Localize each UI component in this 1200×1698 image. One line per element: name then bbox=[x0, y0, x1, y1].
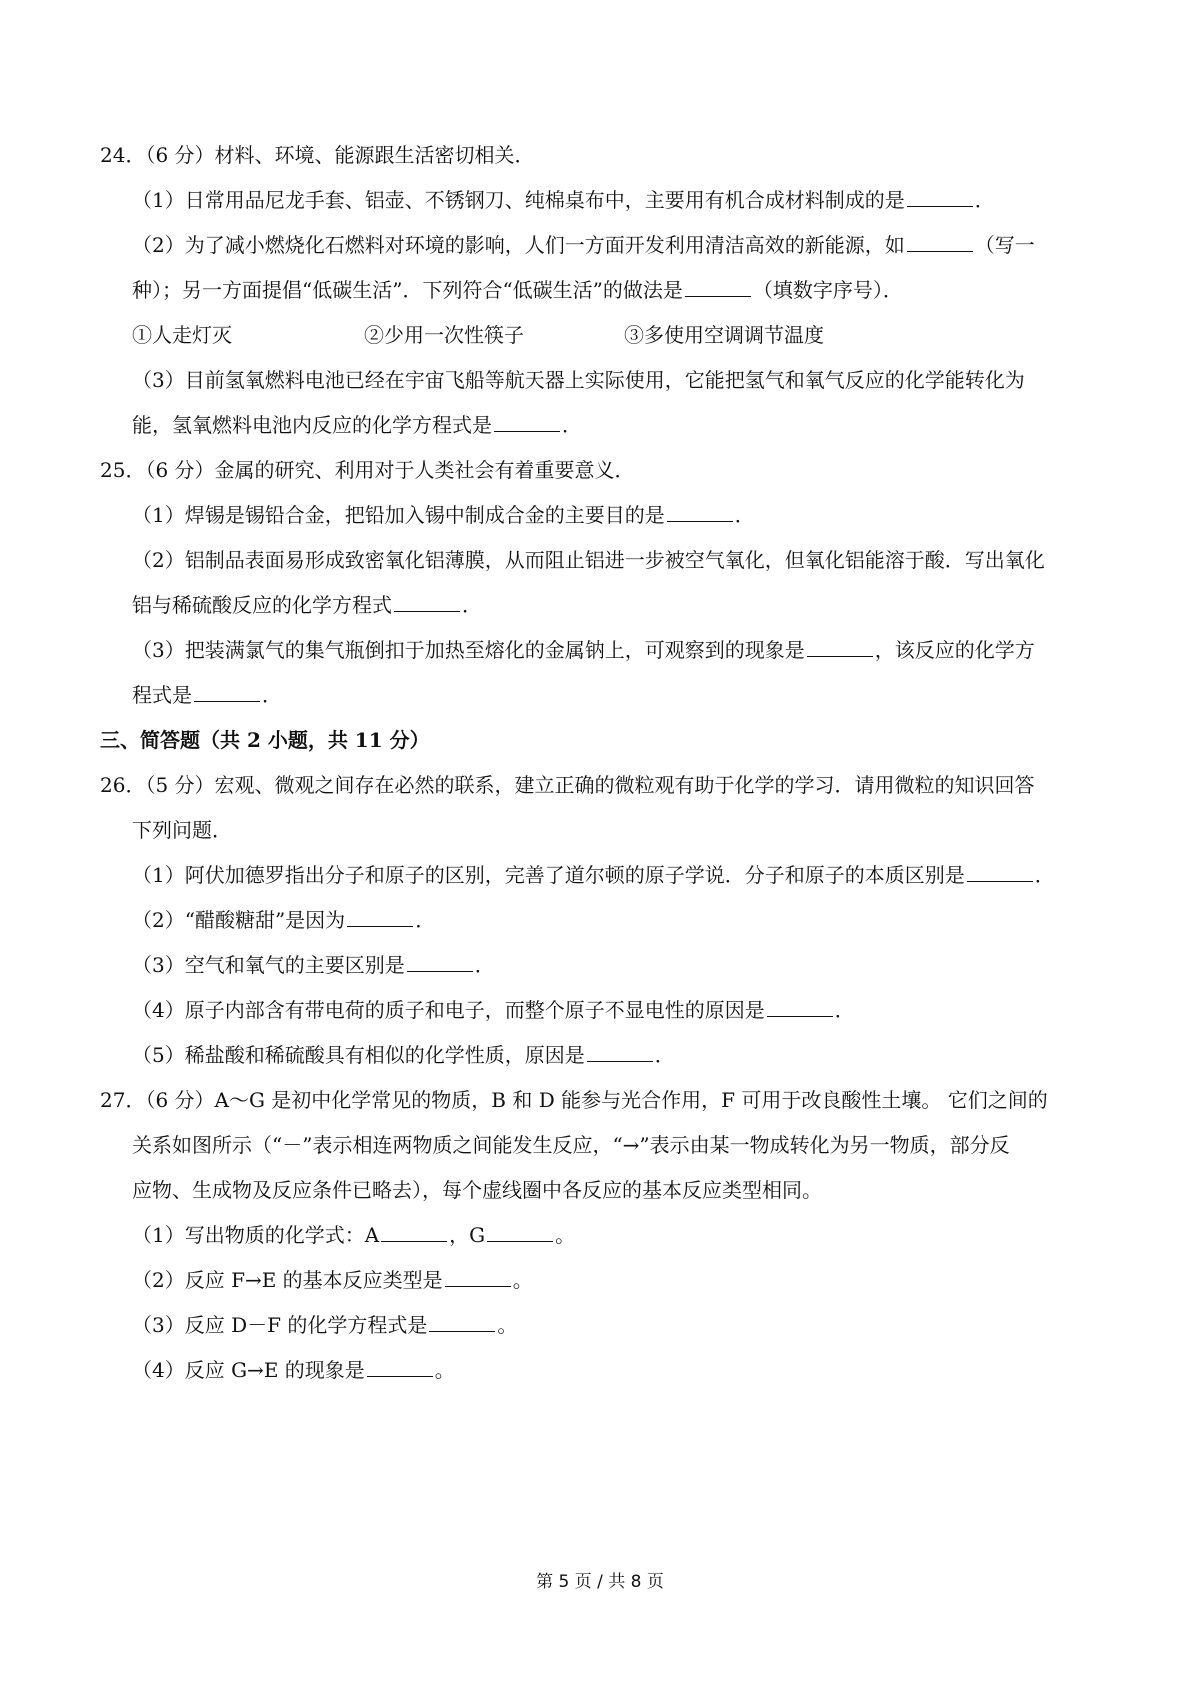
q26-part5: （5）稀盐酸和稀硫酸具有相似的化学性质，原因是 ． bbox=[132, 1043, 675, 1067]
q25-part3-line2: 程式是 ． bbox=[132, 683, 282, 707]
q24-part3-line1: （3）目前氢氧燃料电池已经在宇宙飞船等航天器上实际使用，它能把氢气和氧气反应的化学能转化为 bbox=[132, 368, 1025, 392]
q27-part2: （2）反应 F→E 的基本反应类型是 。 bbox=[132, 1268, 533, 1292]
page-footer: 第 5 页 / 共 8 页 bbox=[536, 1572, 664, 1592]
answer-blank[interactable] bbox=[767, 996, 833, 1017]
q26-stem-line2: 下列问题． bbox=[132, 818, 232, 842]
answer-blank[interactable] bbox=[667, 501, 733, 522]
answer-blank[interactable] bbox=[907, 231, 973, 252]
answer-blank[interactable] bbox=[807, 636, 873, 657]
answer-blank[interactable] bbox=[347, 906, 413, 927]
q27-stem-line2: 关系如图所示（“－”表示相连两物质之间能发生反应，“→”表示由某一物成转化为另一物质，部分反 bbox=[132, 1133, 1010, 1157]
answer-blank[interactable] bbox=[685, 276, 751, 297]
q26-stem-line1: 26．（5 分）宏观、微观之间存在必然的联系，建立正确的微粒观有助于化学的学习．请用微粒的知识回答 bbox=[100, 773, 1035, 797]
q27-part3: （3）反应 D－F 的化学方程式是 。 bbox=[132, 1313, 518, 1337]
answer-blank[interactable] bbox=[367, 1356, 433, 1377]
q26-part3: （3）空气和氧气的主要区别是 ． bbox=[132, 953, 495, 977]
q25-part2-line1: （2）铝制品表面易形成致密氧化铝薄膜，从而阻止铝进一步被空气氧化，但氧化铝能溶于酸．写出氧化 bbox=[132, 548, 1045, 572]
option-2: ②少用一次性筷子 bbox=[364, 323, 524, 347]
q25-part1: （1）焊锡是锡铅合金，把铅加入锡中制成合金的主要目的是 ． bbox=[132, 503, 755, 527]
answer-blank[interactable] bbox=[907, 186, 973, 207]
q24-part3-line2: 能，氢氧燃料电池内反应的化学方程式是 ． bbox=[132, 413, 582, 437]
q25-stem: 25．（6 分）金属的研究、利用对于人类社会有着重要意义． bbox=[100, 458, 635, 482]
answer-blank[interactable] bbox=[445, 1266, 511, 1287]
q27-stem-line3: 应物、生成物及反应条件已略去），每个虚线圈中各反应的基本反应类型相同。 bbox=[132, 1178, 822, 1202]
q24-stem: 24．（6 分）材料、环境、能源跟生活密切相关． bbox=[100, 143, 535, 167]
answer-blank[interactable] bbox=[407, 951, 473, 972]
option-3: ③多使用空调调节温度 bbox=[624, 323, 824, 347]
answer-blank[interactable] bbox=[494, 411, 560, 432]
q25-part2-line2: 铝与稀硫酸反应的化学方程式 ． bbox=[132, 593, 482, 617]
answer-blank[interactable] bbox=[487, 1221, 553, 1242]
answer-blank[interactable] bbox=[967, 861, 1033, 882]
q24-part1: （1）日常用品尼龙手套、铝壶、不锈钢刀、纯棉桌布中，主要用有机合成材料制成的是 ． bbox=[132, 188, 995, 212]
q26-part1: （1）阿伏加德罗指出分子和原子的区别，完善了道尔顿的原子学说．分子和原子的本质区别是 ． bbox=[132, 863, 1055, 887]
q24-part2-line2: 种）；另一方面提倡“低碳生活”．下列符合“低碳生活”的做法是 （填数字序号）． bbox=[132, 278, 903, 302]
q24-part2-line1: （2）为了减小燃烧化石燃料对环境的影响，人们一方面开发利用清洁高效的新能源，如 （写一 bbox=[132, 233, 1035, 257]
answer-blank[interactable] bbox=[381, 1221, 447, 1242]
q25-part3-line1: （3）把装满氯气的集气瓶倒扣于加热至熔化的金属钠上，可观察到的现象是 ，该反应的化学方 bbox=[132, 638, 1035, 662]
q27-stem-line1: 27．（6 分）A～G 是初中化学常见的物质，B 和 D 能参与光合作用，F 可用于改良酸性土壤。 它们之间的 bbox=[100, 1088, 1048, 1112]
answer-blank[interactable] bbox=[194, 681, 260, 702]
q27-part1: （1）写出物质的化学式：A ，G 。 bbox=[132, 1223, 576, 1247]
section-title: 三、简答题（共 2 小题，共 11 分） bbox=[100, 728, 430, 752]
option-1: ①人走灯灭 bbox=[132, 323, 232, 347]
q26-part2: （2）“醋酸糖甜”是因为 ． bbox=[132, 908, 436, 932]
q27-part4: （4）反应 G→E 的现象是 。 bbox=[132, 1358, 455, 1382]
answer-blank[interactable] bbox=[587, 1041, 653, 1062]
answer-blank[interactable] bbox=[429, 1311, 495, 1332]
q26-part4: （4）原子内部含有带电荷的质子和电子，而整个原子不显电性的原因是 ． bbox=[132, 998, 855, 1022]
answer-blank[interactable] bbox=[394, 591, 460, 612]
